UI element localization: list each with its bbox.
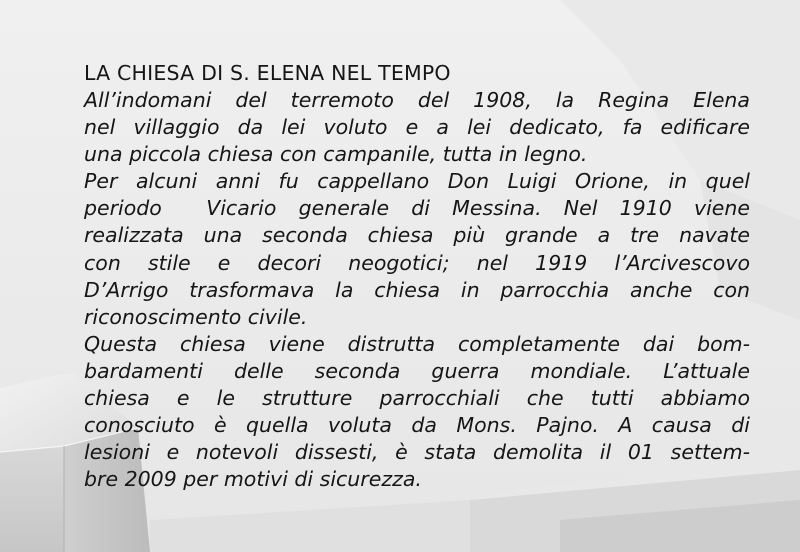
text-line: bre 2009 per motivi di sicurezza. bbox=[84, 467, 422, 492]
paragraph-1 bbox=[84, 87, 750, 168]
paragraph-2 bbox=[84, 168, 750, 331]
text-line: All’indomani del terremoto del 1908, la Regina Elena bbox=[84, 88, 750, 112]
text-line: riconoscimento civile. bbox=[84, 304, 308, 329]
text-line: nel villaggio da lei voluto e a lei dedicato, fa edificare bbox=[84, 115, 750, 140]
text-line: chiesa e le strutture parrocchiali che tutti abbiamo bbox=[84, 386, 750, 411]
text-line: periodo Vicario generale di Messina. Nel 1910 viene bbox=[84, 196, 750, 221]
text-line: con stile e decori neogotici; nel 1919 l’Arcivescovo bbox=[84, 250, 750, 275]
paragraph-3 bbox=[84, 331, 750, 494]
text-line: lesioni e notevoli dissesti, è stata demolita il 01 settem- bbox=[84, 440, 750, 465]
article-text bbox=[84, 59, 750, 493]
text-line: una piccola chiesa con campanile, tutta in legno. bbox=[84, 142, 588, 167]
text-line: conosciuto è quella voluta da Mons. Pajno. A causa di bbox=[84, 413, 750, 438]
text-line: Per alcuni anni fu cappellano Don Luigi Orione, in quel bbox=[84, 169, 750, 194]
text-line: Questa chiesa viene distrutta completamente dai bom- bbox=[84, 331, 750, 356]
text-line: D’Arrigo trasformava la chiesa in parrocchia anche con bbox=[84, 277, 750, 302]
text-line: realizzata una seconda chiesa più grande a tre navate bbox=[84, 223, 750, 248]
article-heading: LA CHIESA DI S. ELENA NEL TEMPO bbox=[84, 61, 451, 85]
text-line: bardamenti delle seconda guerra mondiale. L’attuale bbox=[84, 358, 750, 383]
